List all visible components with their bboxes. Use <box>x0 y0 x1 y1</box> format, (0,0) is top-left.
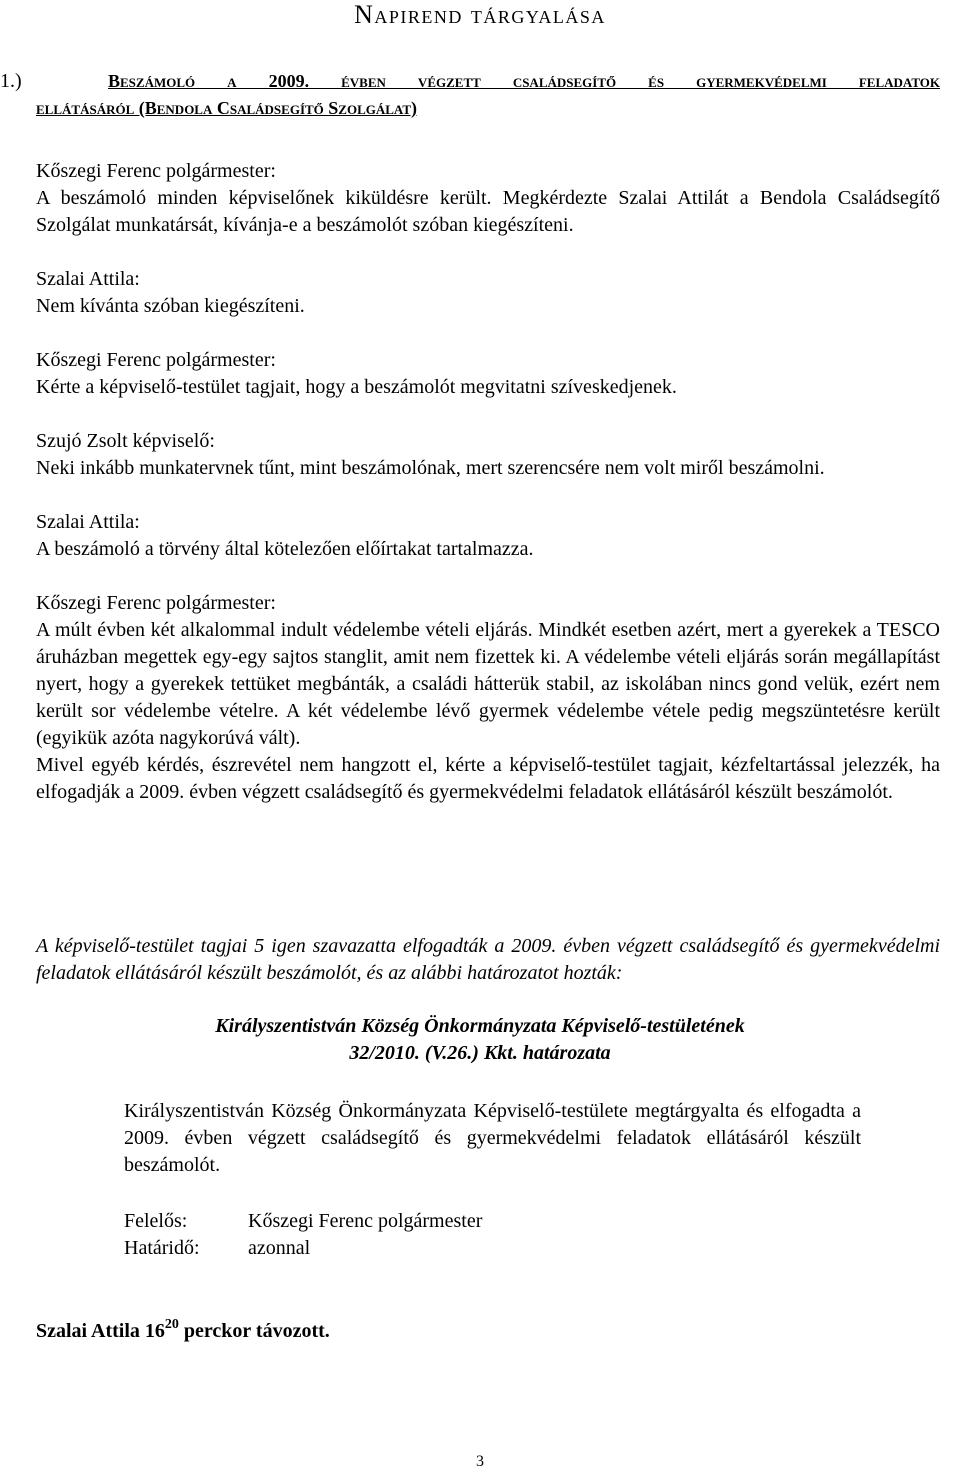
departure-minutes: 20 <box>164 1317 179 1332</box>
speech-text: Mivel egyéb kérdés, észrevétel nem hangzott el, kérte a képviselő-testület tagjait, kézfeltartással jelezzék, ha elfogadják a 2009. évben végzett családsegítő és gyermekvédelmi feladatok ellátásáról készült beszámolót. <box>36 754 940 803</box>
agenda-title-line1: Beszámoló a 2009. évben végzett családsegítő és gyermekvédelmi feladatok <box>108 71 940 91</box>
speaker-name: Kőszegi Ferenc polgármester: <box>36 349 276 371</box>
departure-text: Szalai Attila 16 <box>36 1320 165 1342</box>
vote-result: A képviselő-testület tagjai 5 igen szavazatta elfogadták a 2009. évben végzett családsegítő és gyermekvédelmi feladatok ellátásáról készült beszámolót, és az alábbi határozatot hozták: <box>36 935 940 984</box>
agenda-item <box>0 68 960 122</box>
speaker-name: Szujó Zsolt képviselő: <box>36 430 215 452</box>
page-title: Napirend tárgyalása <box>354 0 606 29</box>
speech-text: Kérte a képviselő-testület tagjait, hogy a beszámolót megvitatni szíveskedjenek. <box>36 376 677 398</box>
responsible-row <box>124 1208 724 1235</box>
resolution-heading-line1: Királyszentistván Község Önkormányzata Képviselő-testületének <box>215 1015 745 1037</box>
deadline-label: Határidő: <box>124 1237 200 1259</box>
speaker-name: Szalai Attila: <box>36 268 140 290</box>
deadline-value: azonnal <box>248 1237 311 1259</box>
departure-text-after: perckor távozott. <box>178 1320 330 1342</box>
speaker-name: Szalai Attila: <box>36 511 140 533</box>
departure-note <box>36 1318 330 1345</box>
resolution-heading <box>0 1013 960 1067</box>
agenda-number: 1.) <box>0 70 22 92</box>
speech-text: Neki inkább munkatervnek tűnt, mint beszámolónak, mert szerencsére nem volt miről beszámolni. <box>36 457 825 479</box>
speaker-name: Kőszegi Ferenc polgármester: <box>36 160 276 182</box>
resolution-heading-line2: 32/2010. (V.26.) Kkt. határozata <box>349 1042 611 1064</box>
page-number: 3 <box>476 1453 484 1470</box>
responsible-label: Felelős: <box>124 1210 188 1232</box>
speech-text: Nem kívánta szóban kiegészíteni. <box>36 295 305 317</box>
deadline-row <box>124 1235 724 1262</box>
agenda-title-line2: ellátásáról (Bendola Családsegítő Szolgálat) <box>36 98 418 118</box>
dialogue <box>36 158 940 806</box>
responsible-value: Kőszegi Ferenc polgármester <box>248 1210 483 1232</box>
speaker-name: Kőszegi Ferenc polgármester: <box>36 592 276 614</box>
responsibility-block <box>124 1208 724 1262</box>
speech-text: A múlt évben két alkalommal indult védelembe vételi eljárás. Mindkét esetben azért, mert a gyerekek a TESCO áruházban megettek egy-egy sajtos stanglit, amit nem fizettek ki. A védelembe vételi eljárás során megállapítást nyert, hogy a gyerekek tettüket megbánták, a családi hátterük stabil, az iskolában nincs gond velük, ezért nem került sor védelembe vételre. A két védelembe lévő gyermek védelembe vétele pedig megszüntetésre került (egyikük azóta nagykorúvá vált). <box>36 619 940 749</box>
speech-text: A beszámoló a törvény által kötelezően előírtakat tartalmazza. <box>36 538 534 560</box>
resolution-body: Királyszentistván Község Önkormányzata Képviselő-testülete megtárgyalta és elfogadta a 2009. évben végzett családsegítő és gyermekvédelmi feladatok ellátásáról készült beszámolót. <box>124 1100 861 1176</box>
speech-text: A beszámoló minden képviselőnek kiküldésre került. Megkérdezte Szalai Attilát a Bendola Családsegítő Szolgálat munkatársát, kívánja-e a beszámolót szóban kiegészíteni. <box>36 187 940 236</box>
